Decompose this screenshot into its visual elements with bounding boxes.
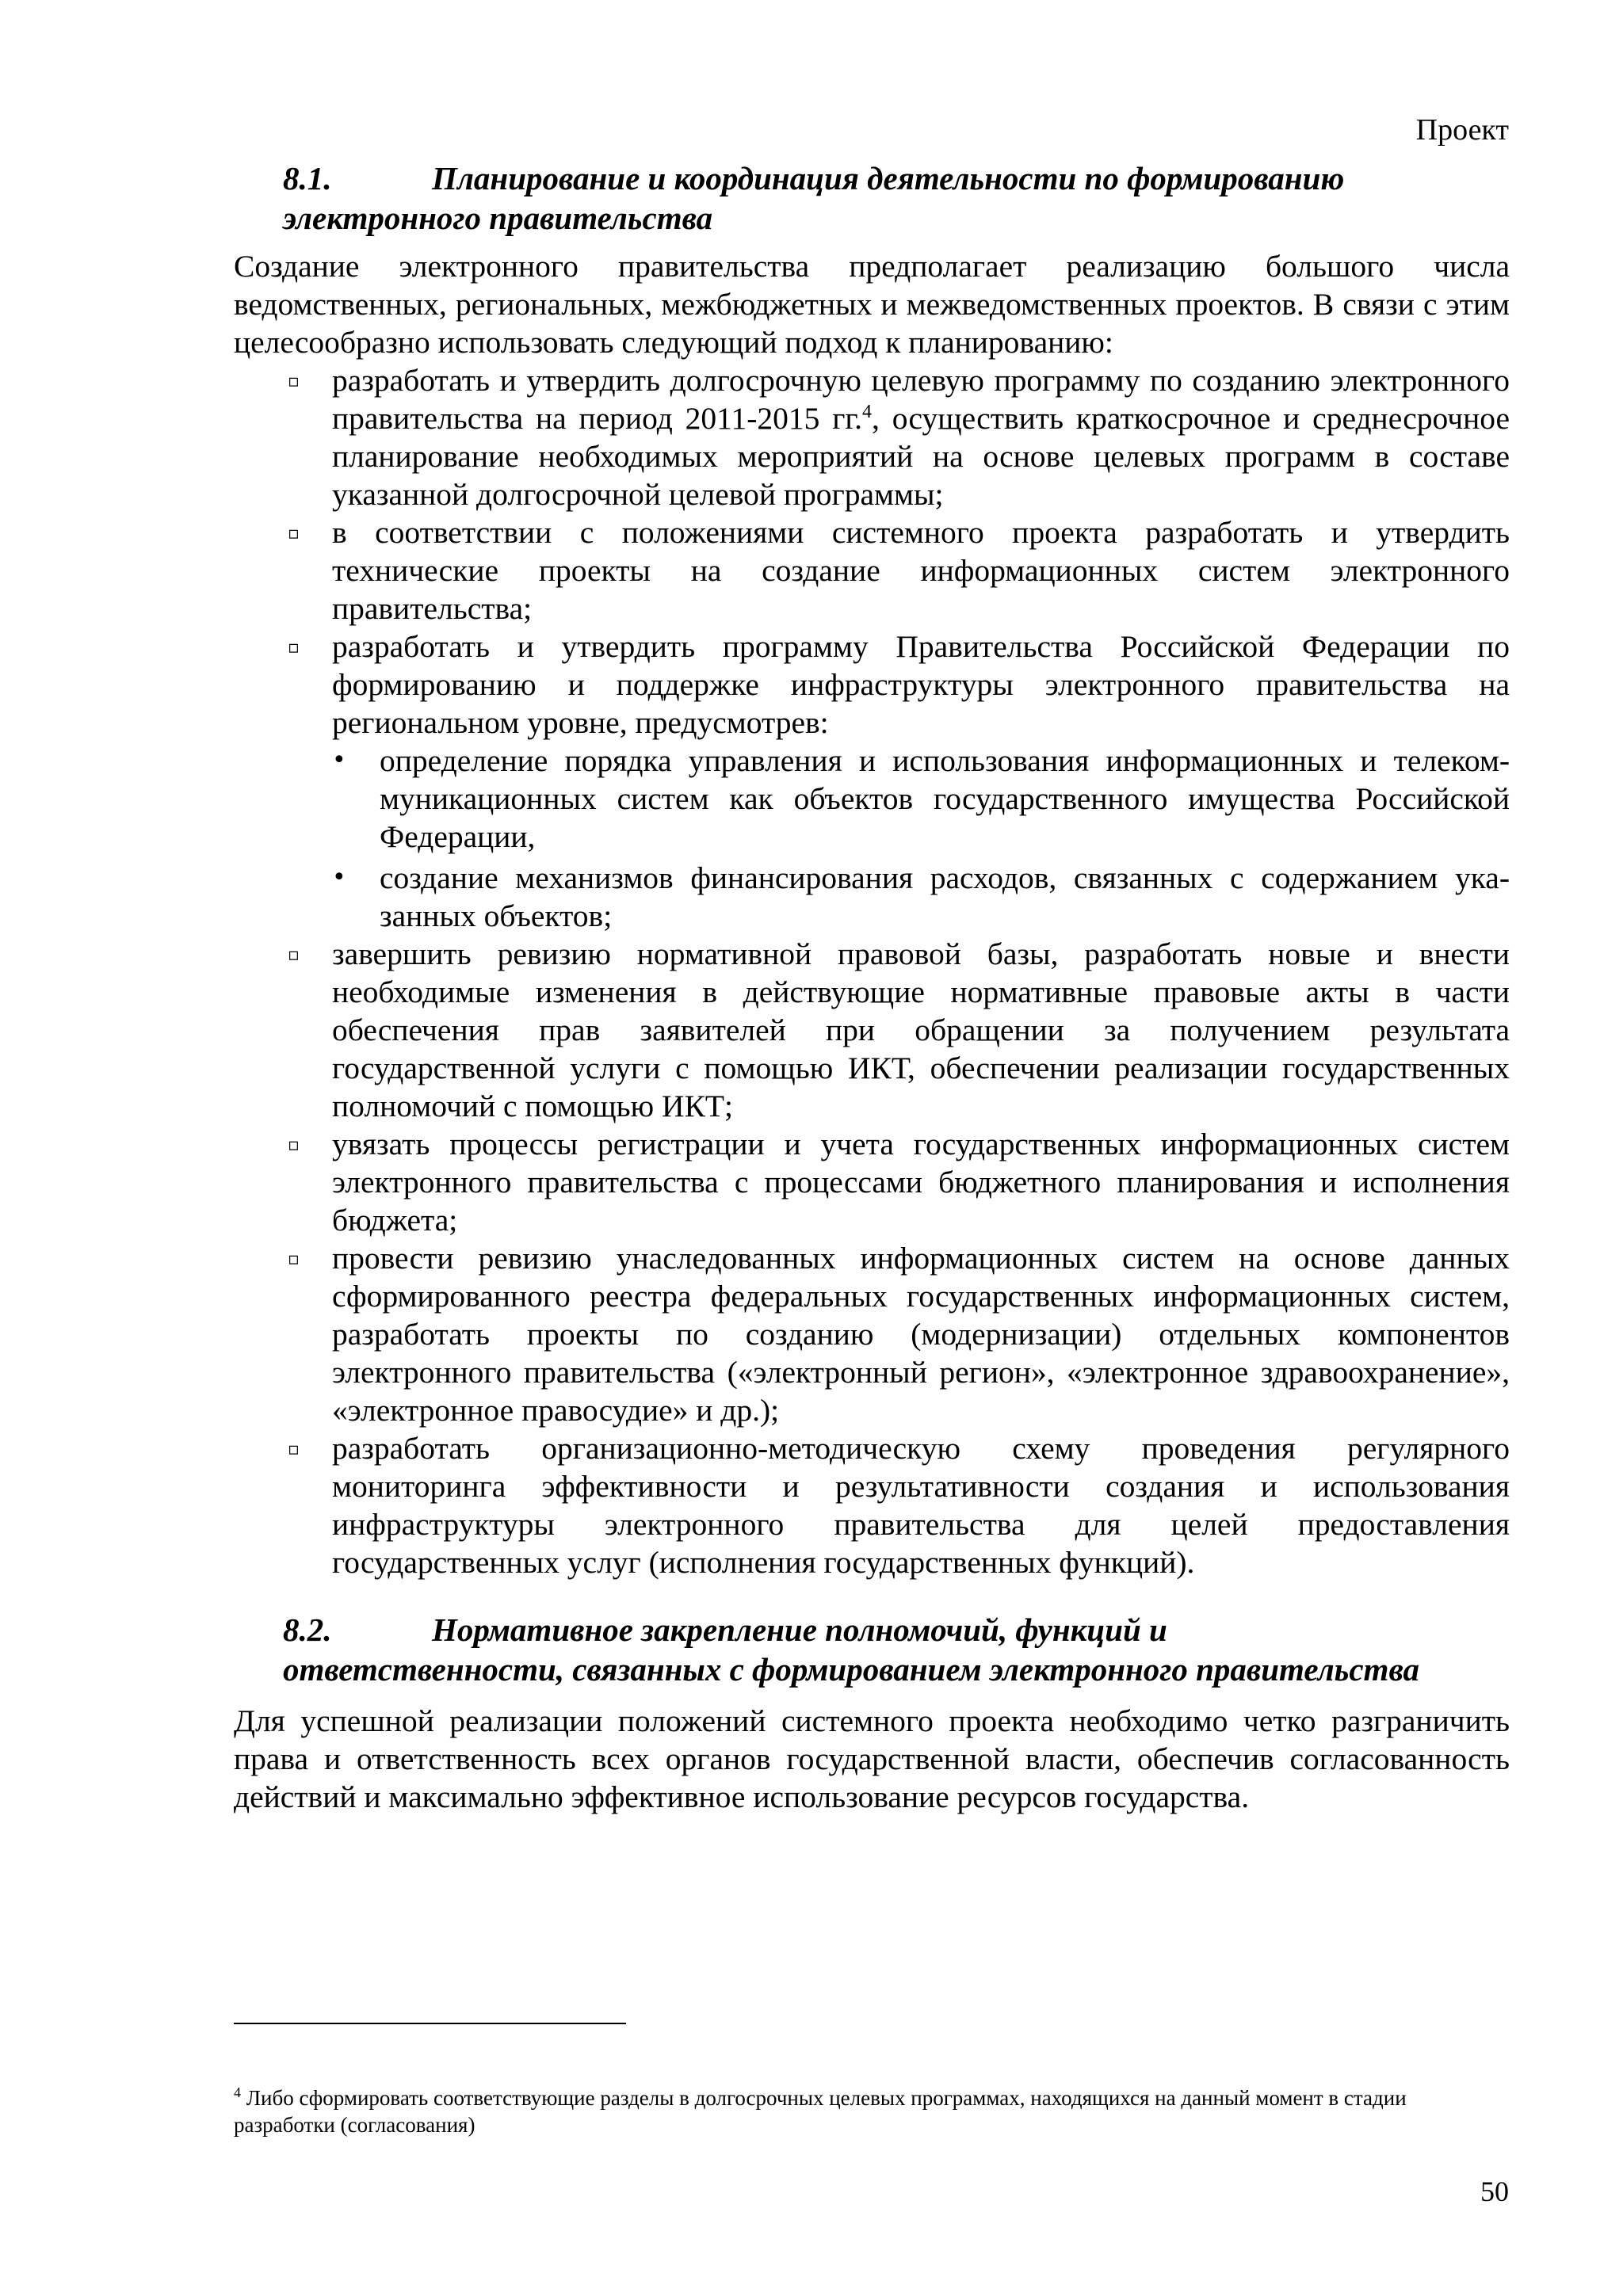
section-title: Планирование и координация деятельности по формированию электронного правительства bbox=[283, 160, 1345, 236]
page-content bbox=[234, 158, 1510, 1816]
list-item: ▫ завершить ревизию нормативной правовой базы, разработать новые и внести необходимые изменения в действующие нормативные правовые акты в части обеспечения прав заявителей при обращении за получением результата государственной услуги с помощью ИКТ, обеспечении реализации государственных полномочий с помощью ИКТ; bbox=[288, 936, 1510, 1123]
list-item: ▫ увязать процессы регистрации и учета государственных информационных систем электронного правительства с процессами бюджетного планирования и исполнения бюджета; bbox=[288, 1127, 1510, 1238]
sub-list bbox=[332, 742, 1510, 935]
footnote-separator bbox=[234, 2023, 626, 2024]
sub-list-item: • определение порядка управления и использования информационных и телекоммуникационных систем как объектов государственного имущества Российской Федерации, bbox=[332, 743, 1510, 854]
section-number: 8.1. bbox=[283, 160, 332, 196]
intro-paragraph: Создание электронного правительства предполагает реализацию большого числа ведомственных, региональных, межбюджетных и межведомственных проектов. В связи с этим целесообразно использовать следующий подход к планированию: bbox=[234, 249, 1510, 360]
footnote-ref: 4 bbox=[862, 401, 873, 422]
page-number: 50 bbox=[1480, 2176, 1509, 2207]
square-bullet-icon: ▫ bbox=[288, 1249, 300, 1269]
footnote-text: Либо сформировать соответствующие разделы в долгосрочных целевых программах, находящихся на данный момент в стадии разработки (согласования) bbox=[234, 2086, 1407, 2137]
list-item: ▫ разработать и утвердить программу Правительства Российской Федерации по формированию и поддержке инфраструктуры электронного правительства на региональном уровне, предусмотрев: • определение порядка управления и использования информационных и телекоммуникационных систем как объектов государственного имущества Российской Федерации, • создание механизмов финансирования расходов, связанных с содержанием указанных объектов; bbox=[288, 629, 1510, 933]
square-bullet-icon: ▫ bbox=[288, 1440, 300, 1459]
action-list bbox=[234, 361, 1510, 1581]
list-item: ▫ в соответствии с положениями системного проекта разработать и утвердить технические проекты на создание информационных систем электронного правительства; bbox=[288, 515, 1510, 626]
list-item: ▫ провести ревизию унаследованных информационных систем на основе данных сформированного реестра федеральных государственных информационных систем, разработать проекты по созданию (модернизации) отдельных компонентов электронного правительства («электронный регион», «электронное здравоохранение», «электронное правосудие» и др.); bbox=[288, 1241, 1510, 1428]
document-status-label: Проект bbox=[1415, 113, 1509, 147]
section-title: Нормативное закрепление полномочий, функций и ответственности, связанных с формированием электронного правительства bbox=[283, 1611, 1419, 1688]
section2-paragraph: Для успешной реализации положений системного проекта необходимо четко разграничить права и ответственность всех органов государственной власти, обеспечив согласованность действий и максимально эффективное использование ресурсов государства. bbox=[234, 1703, 1510, 1814]
section-number: 8.2. bbox=[283, 1611, 332, 1648]
square-bullet-icon: ▫ bbox=[288, 524, 300, 543]
square-bullet-icon: ▫ bbox=[288, 638, 300, 658]
footnote-number: 4 bbox=[234, 2084, 241, 2100]
square-bullet-icon: ▫ bbox=[288, 372, 300, 391]
footnote bbox=[234, 2079, 1510, 2138]
section-heading-8-2 bbox=[234, 1610, 1510, 1689]
round-bullet-icon: • bbox=[332, 864, 346, 891]
square-bullet-icon: ▫ bbox=[288, 1135, 300, 1155]
sub-list-item: • создание механизмов финансирования расходов, связанных с содержанием указанных объектов; bbox=[332, 860, 1510, 933]
section-heading-8-1 bbox=[234, 158, 1510, 238]
list-item: ▫ разработать организационно-методическую схему проведения регулярного мониторинга эффективности и результативности создания и использования инфраструктуры электронного правительства для целей предоставления государственных услуг (исполнения государственных функций). bbox=[288, 1431, 1510, 1580]
square-bullet-icon: ▫ bbox=[288, 945, 300, 965]
round-bullet-icon: • bbox=[332, 746, 346, 774]
list-item: ▫ разработать и утвердить долгосрочную целевую программу по созданию электронного правительства на период 2011-2015 гг.$^4$, осуществить краткосрочное и среднесрочное планирование необходимых мероприятий на основе целевых программ в составе указанной долгосрочной целевой программы; bbox=[288, 363, 1510, 512]
